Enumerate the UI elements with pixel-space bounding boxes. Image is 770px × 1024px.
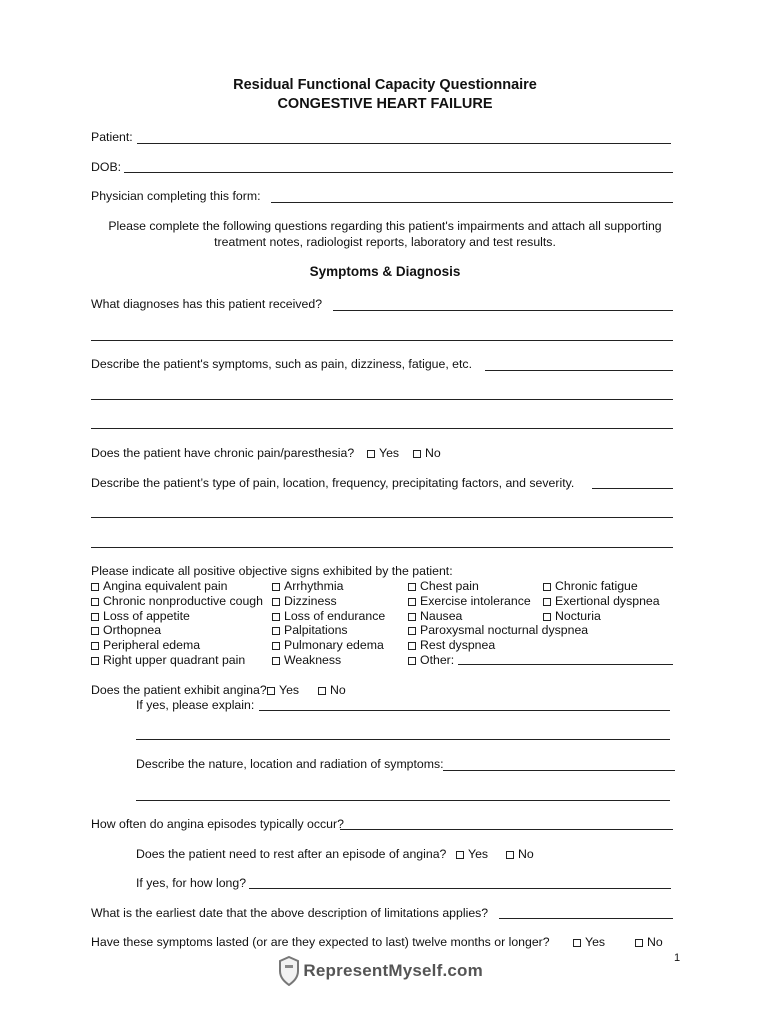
symptoms-field[interactable] xyxy=(485,370,673,371)
checkbox-icon[interactable] xyxy=(408,613,416,621)
yes-label: Yes xyxy=(585,935,606,949)
checkbox-icon[interactable] xyxy=(267,687,275,695)
sign-label: Loss of appetite xyxy=(103,608,190,623)
sign-option[interactable] xyxy=(408,638,495,652)
sign-label: Paroxysmal nocturnal dyspnea xyxy=(420,623,589,638)
how-often-field[interactable] xyxy=(340,829,673,830)
sign-label: Loss of endurance xyxy=(284,608,386,623)
sign-option[interactable] xyxy=(408,594,531,608)
form-subtitle: CONGESTIVE HEART FAILURE xyxy=(277,96,493,112)
yes-label: Yes xyxy=(468,847,489,861)
physician-field[interactable] xyxy=(271,202,673,203)
checkbox-icon[interactable] xyxy=(91,657,99,665)
rest-yes-option[interactable] xyxy=(456,847,488,861)
sign-label: Palpitations xyxy=(284,623,348,638)
checkbox-icon[interactable] xyxy=(543,613,551,621)
sign-option[interactable] xyxy=(272,638,384,652)
sign-option[interactable] xyxy=(272,594,337,608)
twelve-months-yes-option[interactable] xyxy=(573,935,605,949)
chronic-pain-question: Does the patient have chronic pain/paresthesia? xyxy=(91,446,355,460)
checkbox-icon[interactable] xyxy=(272,642,280,650)
chronic-pain-yes-option[interactable] xyxy=(367,446,399,460)
checkbox-icon[interactable] xyxy=(543,598,551,606)
nature-question: Describe the nature, location and radiation of symptoms: xyxy=(136,757,444,771)
sign-option[interactable] xyxy=(272,623,348,637)
sign-label: Nocturia xyxy=(555,608,601,623)
sign-option[interactable] xyxy=(91,638,200,652)
pain-type-field[interactable] xyxy=(592,488,673,489)
angina-explain-field-line2[interactable] xyxy=(136,739,670,740)
sign-option[interactable] xyxy=(272,609,385,623)
nature-field[interactable] xyxy=(443,770,675,771)
checkbox-icon[interactable] xyxy=(635,939,643,947)
checkbox-icon[interactable] xyxy=(413,450,421,458)
rest-no-option[interactable] xyxy=(506,847,534,861)
angina-explain-field[interactable] xyxy=(259,710,670,711)
dob-label: DOB: xyxy=(91,160,122,174)
page-number: 1 xyxy=(674,952,681,964)
shield-icon xyxy=(278,956,300,986)
sign-label: Orthopnea xyxy=(103,623,162,638)
no-label: No xyxy=(330,683,346,697)
sign-option[interactable] xyxy=(408,609,462,623)
rest-question: Does the patient need to rest after an episode of angina? xyxy=(136,847,447,861)
objective-signs-question: Please indicate all positive objective signs exhibited by the patient: xyxy=(91,564,453,578)
checkbox-icon[interactable] xyxy=(91,627,99,635)
checkbox-icon[interactable] xyxy=(272,583,280,591)
dob-field[interactable] xyxy=(124,172,673,173)
checkbox-icon[interactable] xyxy=(408,657,416,665)
physician-label: Physician completing this form: xyxy=(91,189,261,203)
sign-option[interactable] xyxy=(91,623,161,637)
sign-label: Chronic fatigue xyxy=(555,579,638,593)
other-field[interactable] xyxy=(458,664,673,665)
sign-label: Weakness xyxy=(284,653,342,667)
angina-explain-label: If yes, please explain: xyxy=(136,698,255,712)
sign-label: Other: xyxy=(420,653,455,667)
no-label: No xyxy=(425,446,441,460)
sign-label: Arrhythmia xyxy=(284,579,344,593)
checkbox-icon[interactable] xyxy=(367,450,375,458)
sign-label: Chest pain xyxy=(420,579,479,593)
how-often-question: How often do angina episodes typically occur? xyxy=(91,817,344,831)
nature-field-line2[interactable] xyxy=(136,800,670,801)
sign-label: Chronic nonproductive cough xyxy=(103,593,263,608)
sign-label: Angina equivalent pain xyxy=(103,579,228,593)
pain-type-field-line3[interactable] xyxy=(91,547,673,548)
checkbox-icon[interactable] xyxy=(506,851,514,859)
patient-label: Patient: xyxy=(91,130,133,144)
form-title: Residual Functional Capacity Questionnaire xyxy=(233,77,537,93)
sign-option[interactable] xyxy=(91,579,227,593)
checkbox-icon[interactable] xyxy=(408,627,416,635)
sign-option[interactable] xyxy=(543,609,601,623)
sign-label: Nausea xyxy=(420,608,463,623)
no-label: No xyxy=(518,847,534,861)
sign-option[interactable] xyxy=(91,653,245,667)
how-long-field[interactable] xyxy=(249,888,671,889)
no-label: No xyxy=(647,935,663,949)
logo-text: RepresentMyself.com xyxy=(303,961,483,980)
sign-option[interactable] xyxy=(272,579,343,593)
brand-logo xyxy=(278,956,483,986)
sign-option[interactable] xyxy=(272,653,341,667)
checkbox-icon[interactable] xyxy=(408,642,416,650)
earliest-date-question: What is the earliest date that the above description of limitations applies? xyxy=(91,906,489,920)
symptoms-field-line3[interactable] xyxy=(91,428,673,429)
checkbox-icon[interactable] xyxy=(91,598,99,606)
sign-option[interactable] xyxy=(543,579,638,593)
checkbox-icon[interactable] xyxy=(408,583,416,591)
pain-type-field-line2[interactable] xyxy=(91,517,673,518)
checkbox-icon[interactable] xyxy=(91,642,99,650)
yes-label: Yes xyxy=(379,446,400,460)
angina-no-option[interactable] xyxy=(318,683,346,697)
sign-option[interactable] xyxy=(408,623,588,637)
yes-label: Yes xyxy=(279,683,300,697)
patient-field[interactable] xyxy=(137,143,671,144)
sign-option[interactable] xyxy=(408,579,479,593)
how-long-question: If yes, for how long? xyxy=(136,876,247,890)
checkbox-icon[interactable] xyxy=(272,657,280,665)
instructions-line1: Please complete the following questions regarding this patient's impairments and attach all supporting xyxy=(108,219,662,233)
chronic-pain-no-option[interactable] xyxy=(413,446,441,460)
diagnoses-field[interactable] xyxy=(333,310,673,311)
sign-option[interactable] xyxy=(543,594,660,608)
sign-label: Peripheral edema xyxy=(103,638,201,653)
diagnoses-field-line2[interactable] xyxy=(91,340,673,341)
checkbox-icon[interactable] xyxy=(272,598,280,606)
twelve-months-no-option[interactable] xyxy=(635,935,663,949)
sign-label: Exercise intolerance xyxy=(420,593,531,608)
symptoms-field-line2[interactable] xyxy=(91,399,673,400)
angina-question: Does the patient exhibit angina? xyxy=(91,683,267,697)
symptoms-question: Describe the patient's symptoms, such as pain, dizziness, fatigue, etc. xyxy=(91,357,472,371)
twelve-months-question: Have these symptoms lasted (or are they expected to last) twelve months or longer? xyxy=(91,935,550,949)
sign-label: Pulmonary edema xyxy=(284,638,384,653)
diagnoses-question: What diagnoses has this patient received? xyxy=(91,297,323,311)
pain-type-question: Describe the patient’s type of pain, location, frequency, precipitating factors, and severity. xyxy=(91,476,575,490)
sign-option[interactable] xyxy=(91,609,190,623)
checkbox-icon[interactable] xyxy=(91,583,99,591)
sign-label: Exertional dyspnea xyxy=(555,593,660,608)
sign-label: Dizziness xyxy=(284,593,337,608)
checkbox-icon[interactable] xyxy=(272,627,280,635)
checkbox-icon[interactable] xyxy=(318,687,326,695)
checkbox-icon[interactable] xyxy=(272,613,280,621)
sign-option[interactable] xyxy=(408,653,454,667)
checkbox-icon[interactable] xyxy=(543,583,551,591)
earliest-date-field[interactable] xyxy=(499,918,673,919)
instructions-line2: treatment notes, radiologist reports, laboratory and test results. xyxy=(214,235,556,249)
sign-label: Rest dyspnea xyxy=(420,638,496,653)
section-title: Symptoms & Diagnosis xyxy=(309,264,461,279)
sign-option[interactable] xyxy=(91,594,263,608)
angina-yes-option[interactable] xyxy=(267,683,299,697)
checkbox-icon[interactable] xyxy=(408,598,416,606)
checkbox-icon[interactable] xyxy=(456,851,464,859)
sign-label: Right upper quadrant pain xyxy=(103,653,246,667)
checkbox-icon[interactable] xyxy=(573,939,581,947)
checkbox-icon[interactable] xyxy=(91,613,99,621)
